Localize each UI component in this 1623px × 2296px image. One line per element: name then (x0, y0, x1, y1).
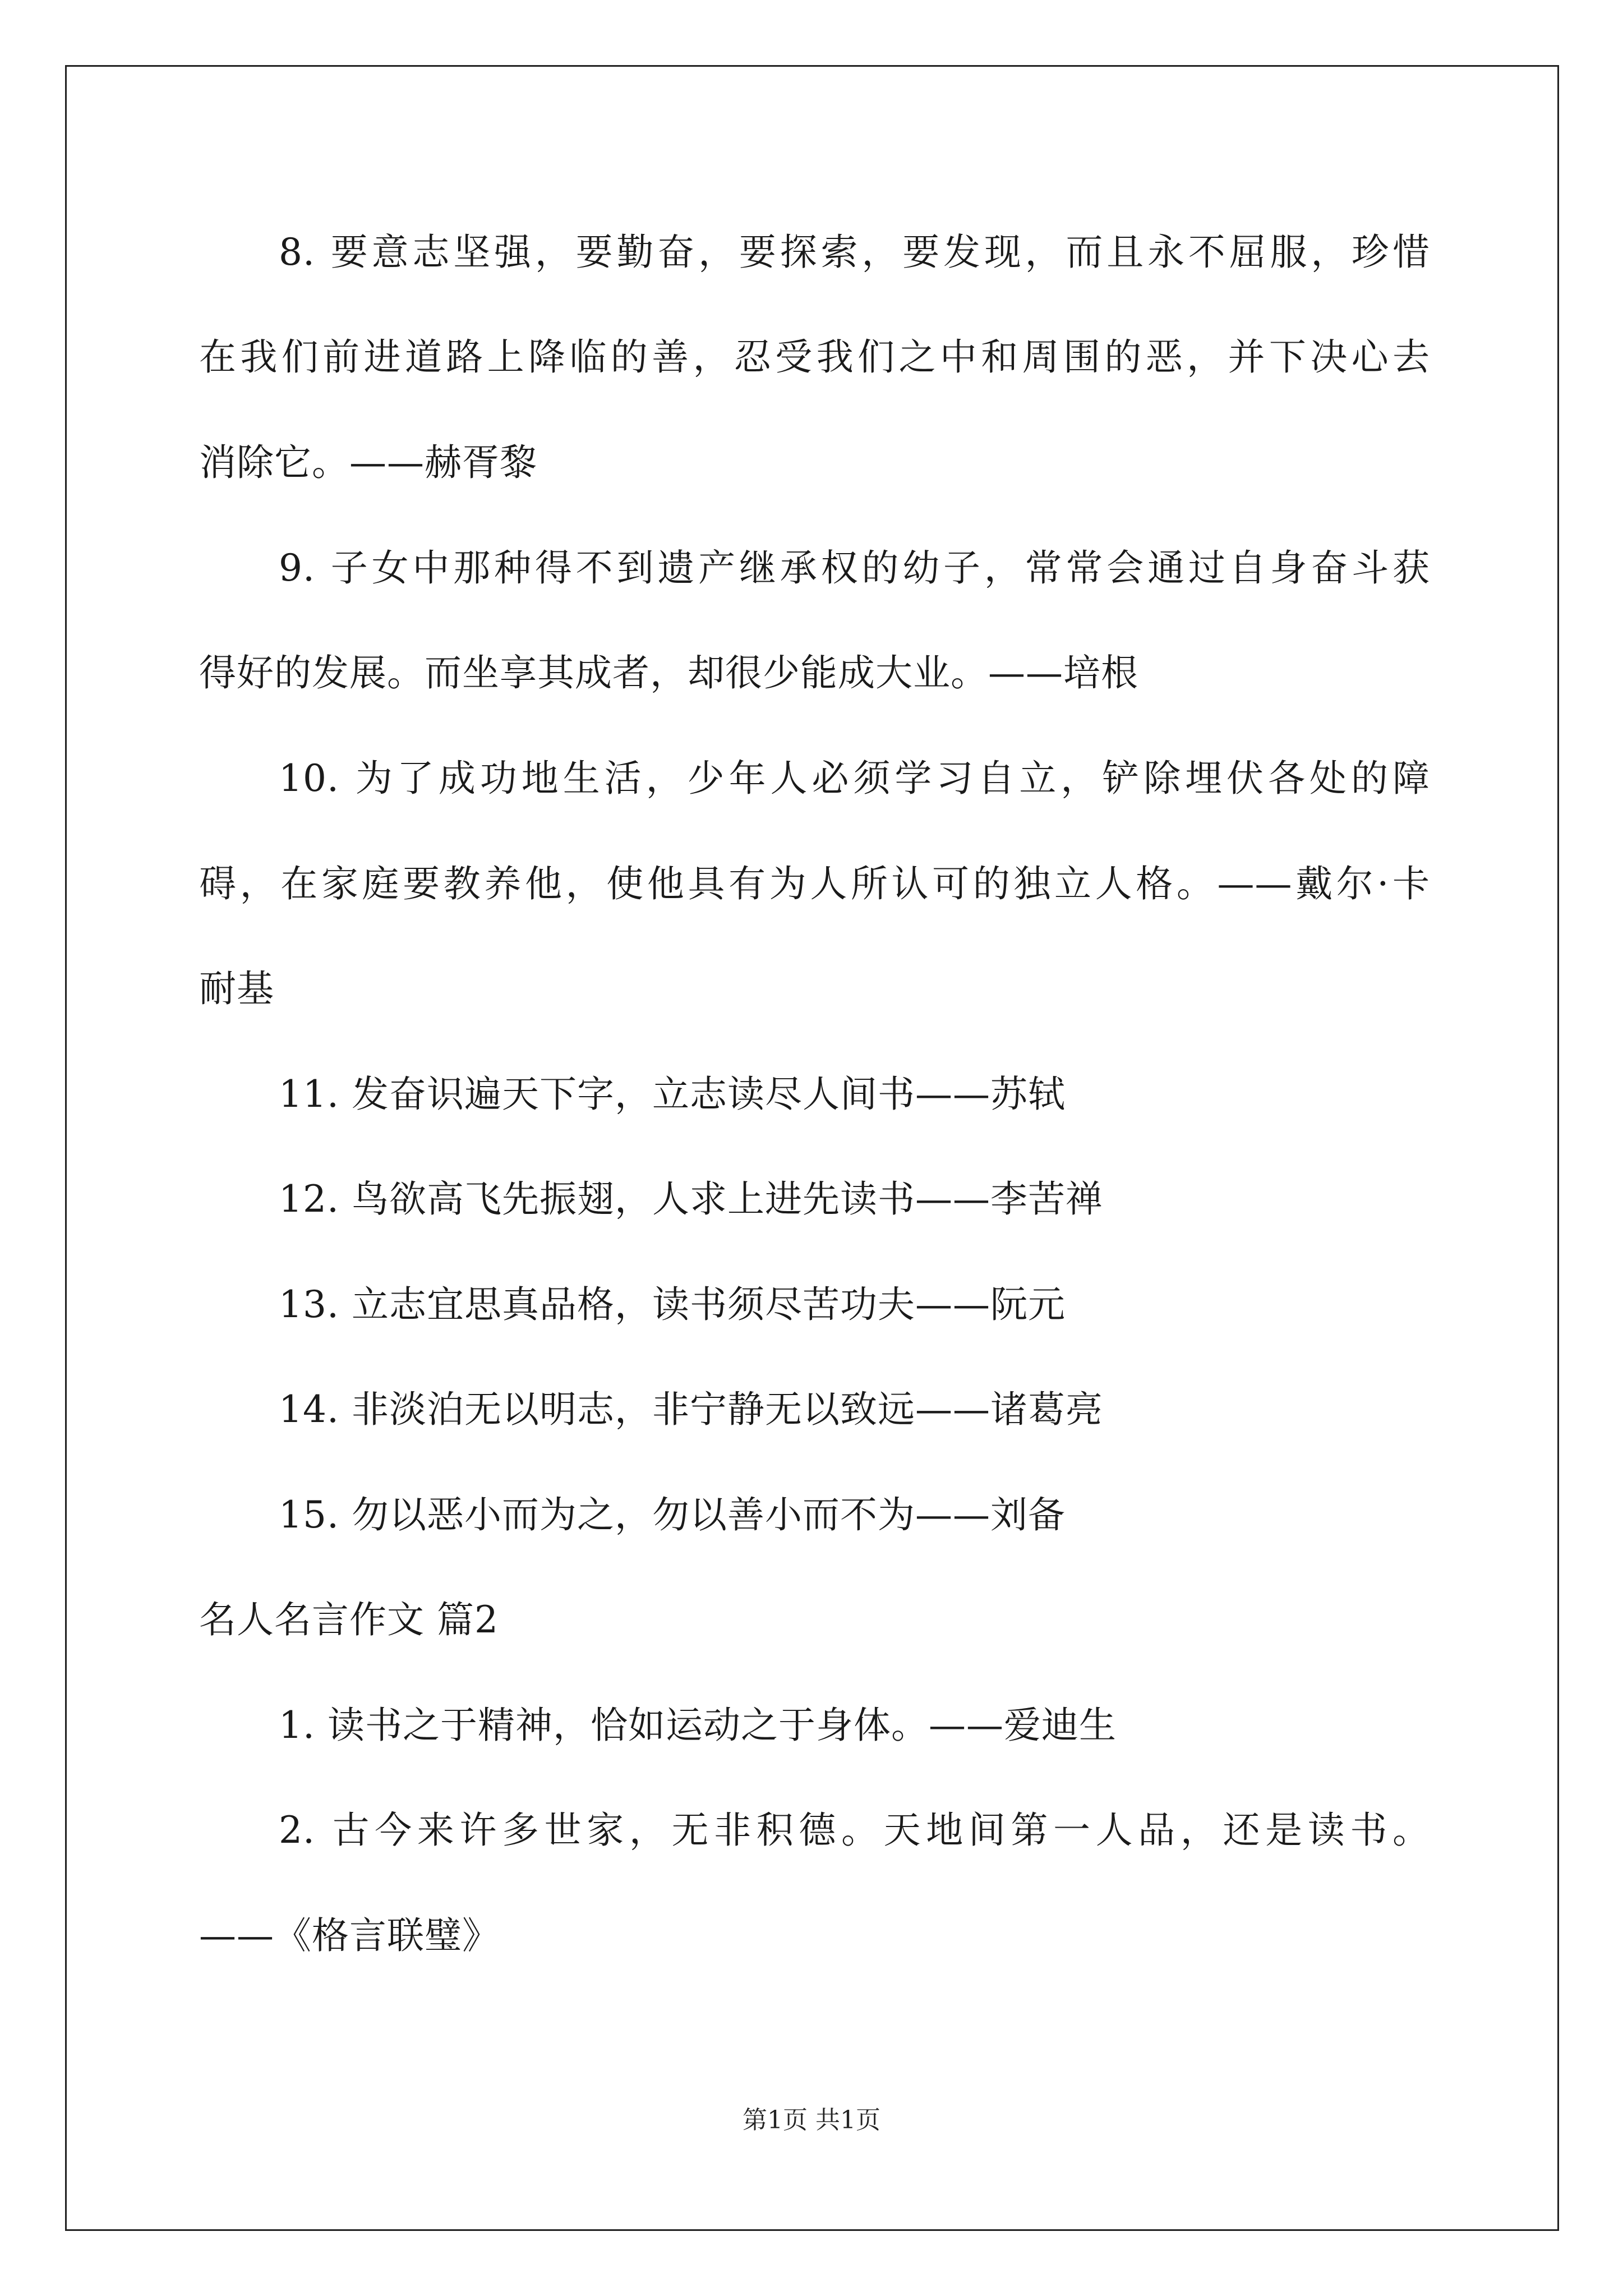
paragraph-13: 13. 立志宜思真品格，读书须尽苦功夫——阮元 (279, 1283, 1066, 1326)
paragraph-14: 14. 非淡泊无以明志，非宁静无以致远——诸葛亮 (279, 1388, 1103, 1431)
paragraph-10-line-3: 耐基 (199, 967, 274, 1010)
paragraph-15: 15. 勿以恶小而为之，勿以善小而不为——刘备 (279, 1493, 1066, 1536)
section-heading: 名人名言作文 篇2 (199, 1598, 499, 1641)
section2-paragraph-2-line-2: ——《格言联璧》 (199, 1914, 500, 1957)
paragraph-9-line-2: 得好的发展。而坐享其成者，却很少能成大业。——培根 (199, 651, 1138, 694)
paragraph-11: 11. 发奋识遍天下字，立志读尽人间书——苏轼 (279, 1073, 1066, 1116)
paragraph-10-line-1: 10. 为了成功地生活，少年人必须学习自立，铲除埋伏各处的障 (279, 757, 1430, 800)
paragraph-8-line-3: 消除它。——赫胥黎 (199, 441, 537, 484)
paragraph-12: 12. 鸟欲高飞先振翅，人求上进先读书——李苦禅 (279, 1177, 1103, 1221)
page-border (65, 65, 1559, 2231)
paragraph-8-line-1: 8. 要意志坚强，要勤奋，要探索，要发现，而且永不屈服，珍惜 (279, 231, 1430, 274)
paragraph-10-line-2: 碍，在家庭要教养他，使他具有为人所认可的独立人格。——戴尔·卡 (199, 862, 1430, 905)
page-footer: 第1页 共1页 (743, 2106, 880, 2134)
paragraph-8-line-2: 在我们前进道路上降临的善，忍受我们之中和周围的恶，并下决心去 (199, 335, 1430, 379)
section2-paragraph-2-line-1: 2. 古今来许多世家，无非积德。天地间第一人品，还是读书。 (279, 1809, 1430, 1852)
paragraph-9-line-1: 9. 子女中那种得不到遗产继承权的幼子，常常会通过自身奋斗获 (279, 546, 1430, 590)
section2-paragraph-1: 1. 读书之于精神，恰如运动之于身体。——爱迪生 (279, 1704, 1117, 1747)
